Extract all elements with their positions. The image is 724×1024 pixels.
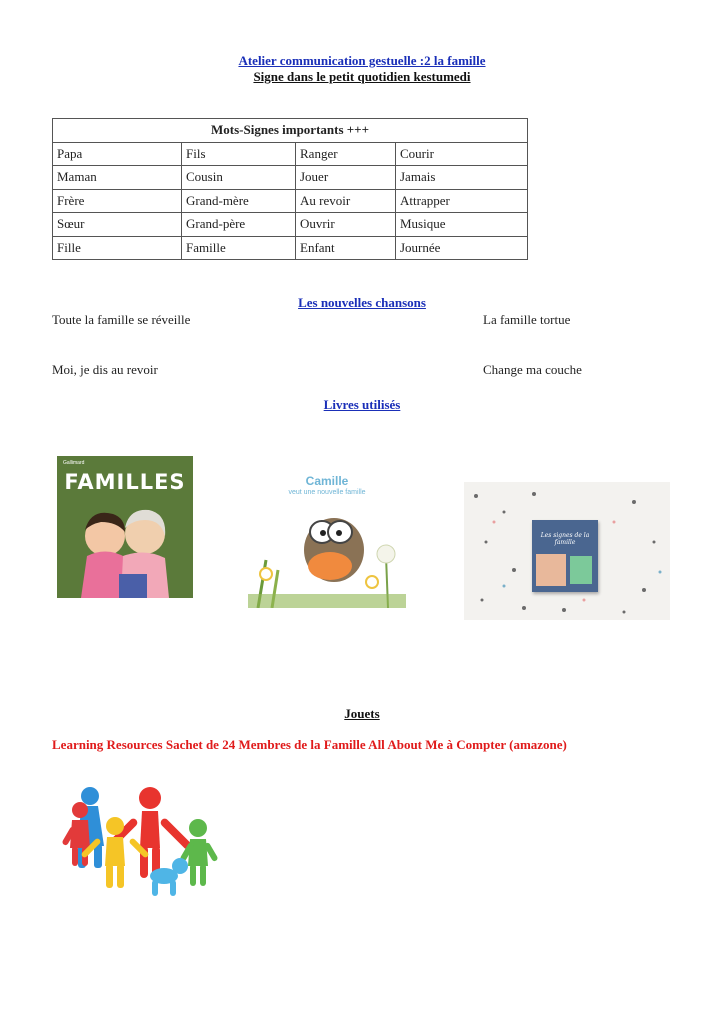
song-item: La famille tortue: [483, 312, 571, 327]
toy-description: Learning Resources Sachet de 24 Membres de la Famille All About Me à Compter (amazone): [52, 737, 567, 752]
table-cell: Jouer: [296, 166, 396, 190]
table-row: [53, 166, 528, 190]
table-cell: Cousin: [182, 166, 296, 190]
signs-table: [52, 118, 528, 260]
table-cell: Ranger: [296, 142, 396, 166]
table-heading: Mots-Signes importants +++: [53, 119, 528, 143]
book-title: Les signes de la famille: [540, 532, 590, 546]
hedgehog-illustration: [248, 470, 406, 608]
book-illustration: [57, 456, 193, 598]
books-heading: Livres utilisés: [323, 397, 401, 412]
table-cell: Famille: [182, 236, 296, 260]
table-cell: Sœur: [53, 213, 182, 237]
songs-heading: Les nouvelles chansons: [298, 295, 426, 310]
table-cell: Fille: [53, 236, 182, 260]
song-item: Change ma couche: [483, 362, 582, 377]
table-cell: Grand-père: [182, 213, 296, 237]
table-cell: Enfant: [296, 236, 396, 260]
toys-heading: Jouets: [344, 706, 380, 721]
table-cell: Jamais: [396, 166, 528, 190]
table-cell: Papa: [53, 142, 182, 166]
figure-green: [179, 819, 218, 886]
table-cell: Maman: [53, 166, 182, 190]
table-cell: Attrapper: [396, 189, 528, 213]
table-cell: Ouvrir: [296, 213, 396, 237]
table-cell: Fils: [182, 142, 296, 166]
table-cell: Au revoir: [296, 189, 396, 213]
table-header-row: [53, 119, 528, 143]
table-row: [53, 189, 528, 213]
book-card: [532, 520, 598, 592]
book-title: Camille: [305, 474, 349, 488]
table-cell: Journée: [396, 236, 528, 260]
book-subtitle: veut une nouvelle famille: [288, 489, 366, 496]
table-row: [53, 236, 528, 260]
book-cover-signes: [464, 482, 670, 620]
table-row: [53, 213, 528, 237]
family-figures-illustration: [60, 786, 226, 898]
book-cover-familles: [57, 456, 193, 598]
child-photo: [536, 554, 566, 586]
table-cell: Courir: [396, 142, 528, 166]
song-item: Toute la famille se réveille: [52, 312, 191, 327]
book-cover-camille: [248, 470, 406, 608]
table-cell: Grand-mère: [182, 189, 296, 213]
song-item: Moi, je dis au revoir: [52, 362, 158, 377]
page-title: Atelier communication gestuelle :2 la famille: [238, 53, 486, 68]
table-row: [53, 142, 528, 166]
book-publisher: Gallimard: [63, 460, 85, 466]
book-card-accent: [570, 556, 592, 584]
book-title: FAMILLES: [64, 470, 186, 494]
page-subtitle: Signe dans le petit quotidien kestumedi: [253, 69, 471, 84]
table-cell: Frère: [53, 189, 182, 213]
table-cell: Musique: [396, 213, 528, 237]
